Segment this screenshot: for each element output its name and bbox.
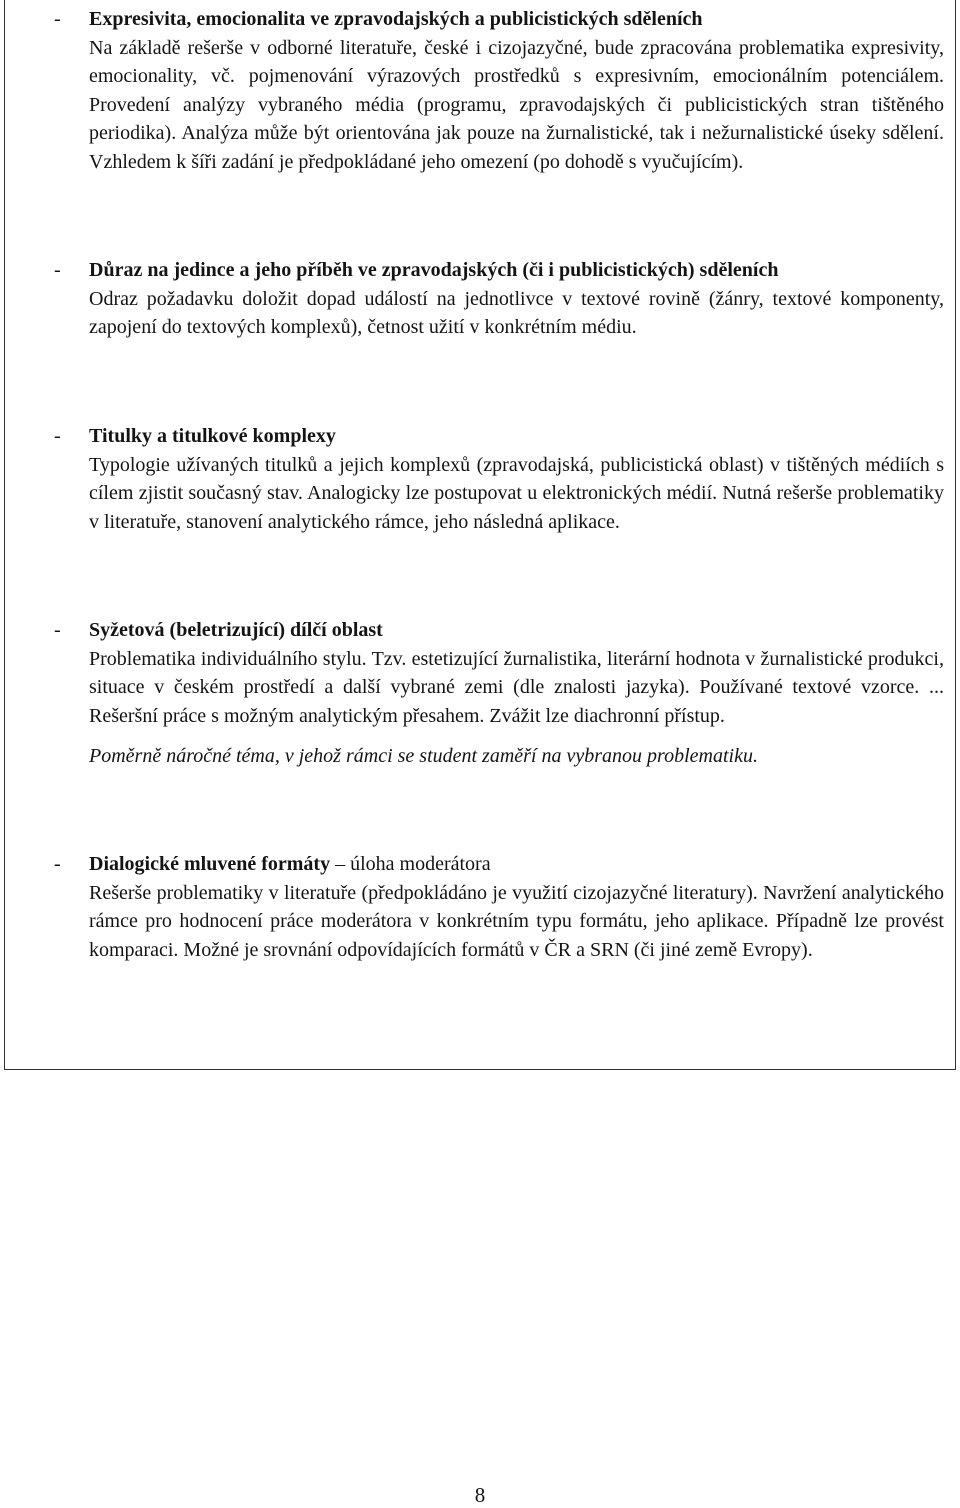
list-dash: -	[54, 853, 61, 875]
topic-body	[89, 5, 944, 176]
topic-text: Odraz požadavku doložit dopad událostí na jednotlivce v textové rovině (žánry, textové komponenty, zapojení do textových komplexů), četnost užití v konkrétním médiu.	[89, 287, 944, 338]
topic-heading: Dialogické mluvené formáty	[89, 853, 331, 875]
topic-heading: Titulky a titulkové komplexy	[89, 425, 336, 447]
topic-body	[89, 850, 944, 964]
topic-body	[89, 616, 944, 771]
topic-text: Typologie užívaných titulků a jejich komplexů (zpravodajská, publicistická oblast) v tištěných médiích s cílem zjistit současný stav. Analogicky lze postupovat u elektronických médií. Nutná rešerše problematiky v literatuře, stanovení analytického rámce, jeho následná aplikace.	[89, 453, 944, 533]
topic-note: Poměrně náročné téma, v jehož rámci se student zaměří na vybranou problematiku.	[89, 745, 758, 767]
topic-heading: Syžetová (beletrizující) dílčí oblast	[89, 619, 383, 641]
topic-body	[89, 256, 944, 342]
list-dash: -	[54, 259, 61, 281]
topic-text: Na základě rešerše v odborné literatuře, české i cizojazyčné, bude zpracována problematika expresivity, emocionality, vč. pojmenování výrazových prostředků s expresivním, emocionálním potenciálem. Provedení analýzy vybraného média (programu, zpravodajských či publicistických stran tištěného periodika). Analýza může být orientována jak pouze na žurnalistické, tak i nežurnalistické úseky sdělení. Vzhledem k šíři zadání je předpokládané jeho omezení (po dohodě s vyučujícím).	[89, 36, 944, 173]
list-dash: -	[54, 425, 61, 447]
topic-text: Rešerše problematiky v literatuře (předpokládáno je využití cizojazyčné literatury). Navržení analytického rámce pro hodnocení práce moderátora v konkrétním typu formátu, jeho aplikace. Případně lze provést komparaci. Možné je srovnání odpovídajících formátů v ČR a SRN (či jiné země Evropy).	[89, 881, 944, 961]
list-dash: -	[54, 8, 61, 30]
topic-heading: Expresivita, emocionalita ve zpravodajských a publicistických sděleních	[89, 8, 703, 30]
topic-heading: Důraz na jedince a jeho příběh ve zpravodajských (či i publicistických) sděleních	[89, 259, 779, 281]
page-number: 8	[474, 1483, 486, 1507]
topic-text: Problematika individuálního stylu. Tzv. estetizující žurnalistika, literární hodnota v žurnalistické produkci, situace v českém prostředí a další vybrané zemi (dle znalosti jazyka). Používané textové vzorce. ... Rešeršní práce s možným analytickým přesahem. Zvážit lze diachronní přístup.	[89, 647, 944, 727]
topic-body	[89, 422, 944, 536]
list-dash: -	[54, 619, 61, 641]
topic-heading-suffix: – úloha moderátora	[330, 853, 491, 875]
